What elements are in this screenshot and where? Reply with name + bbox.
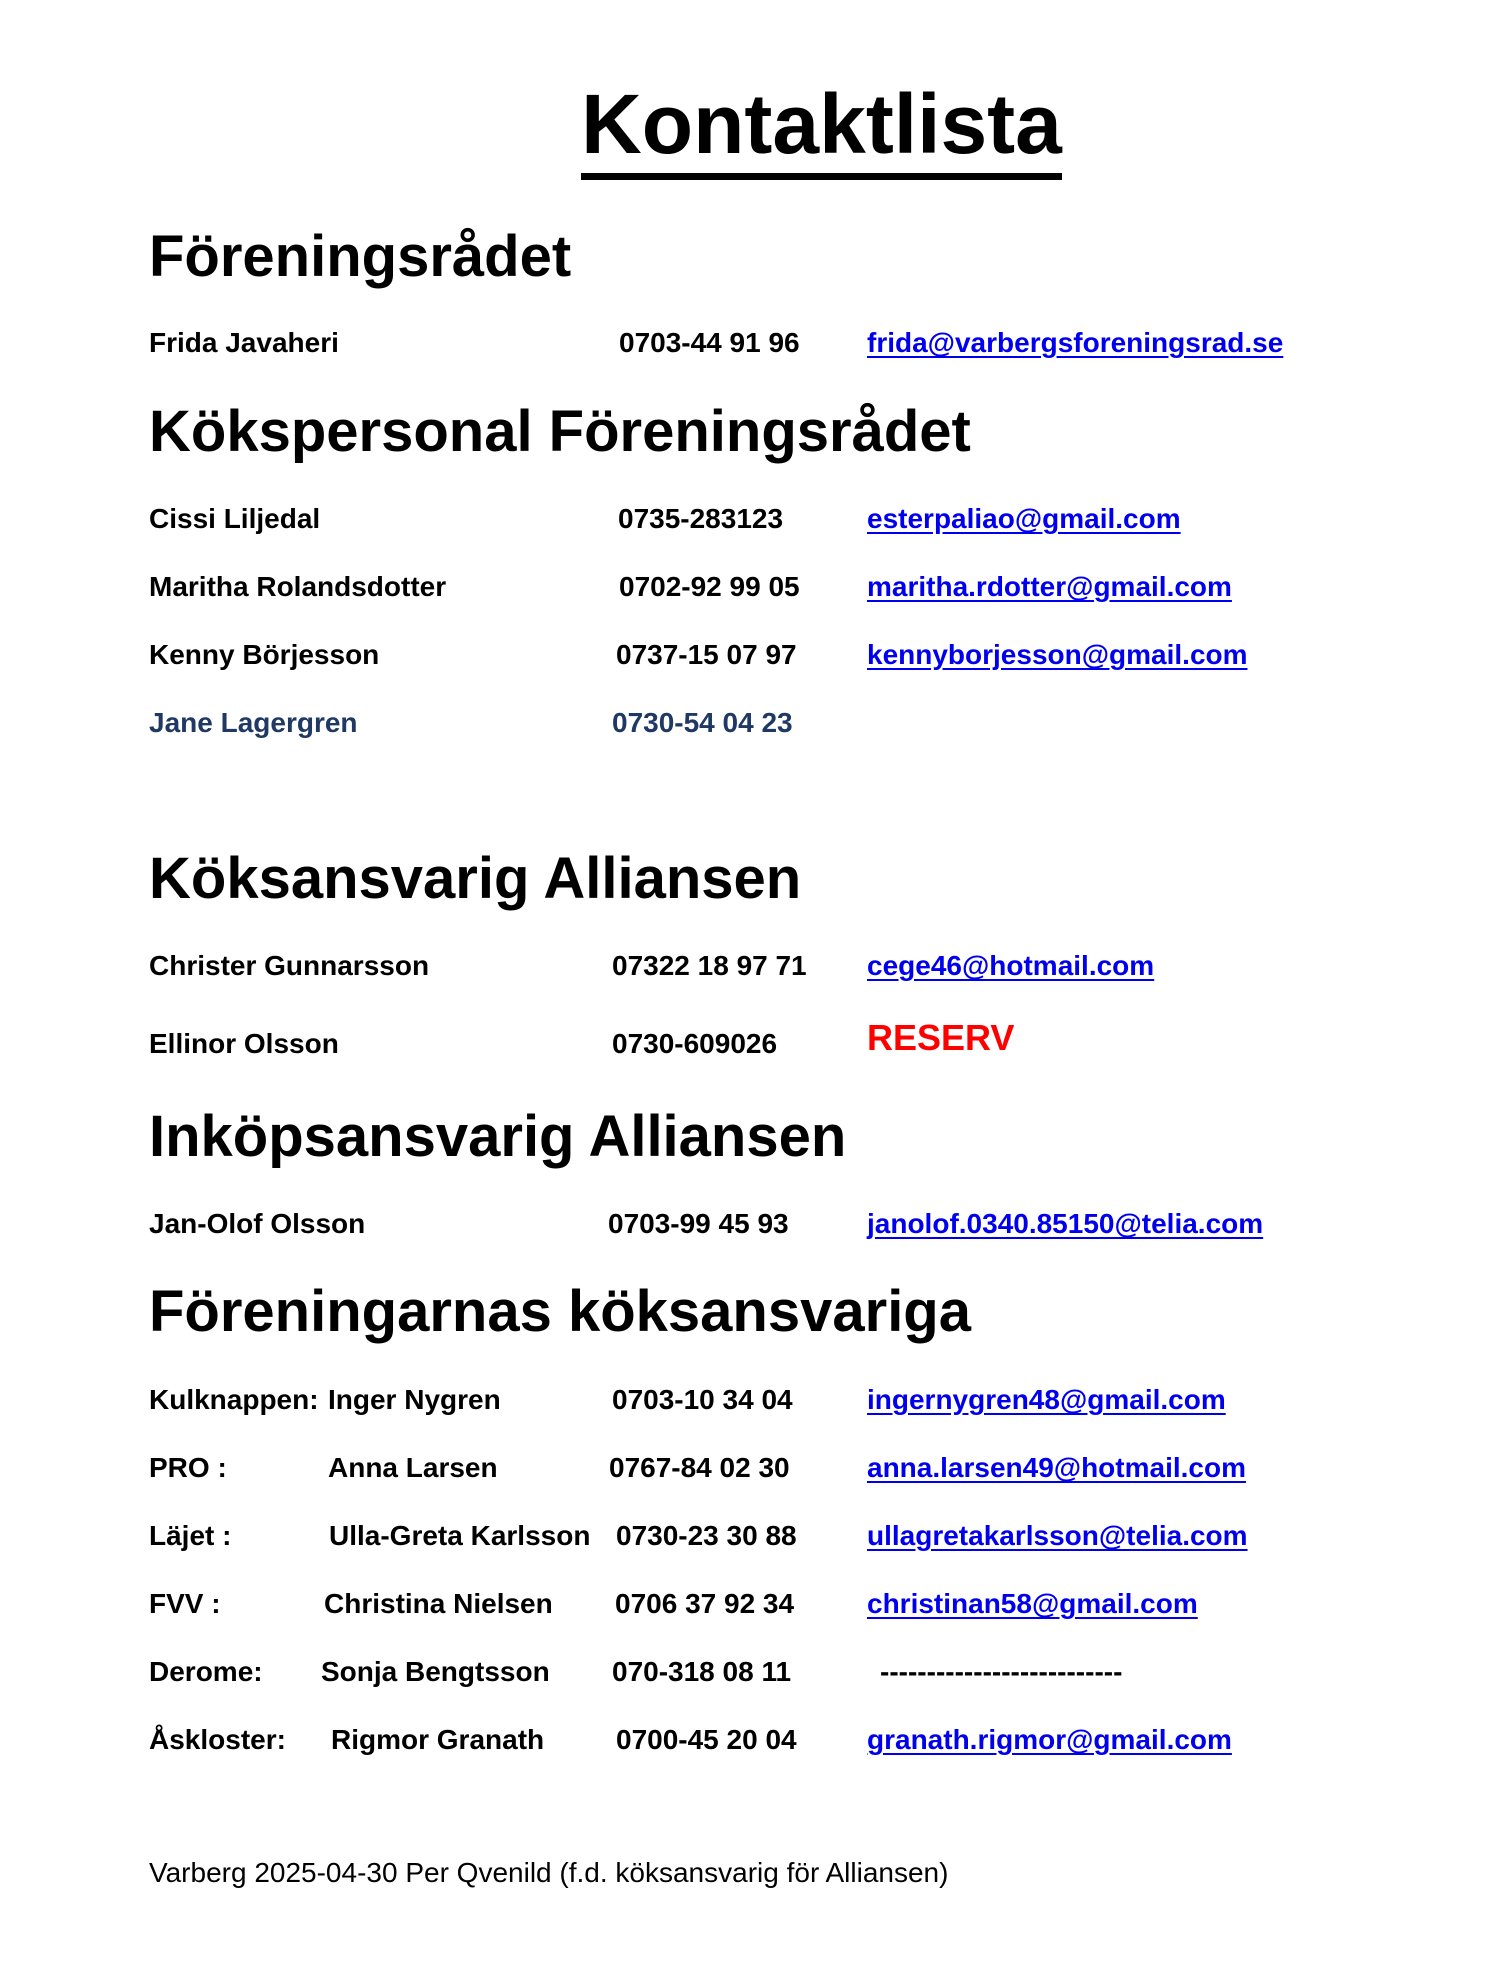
- contact-name: Anna Larsen: [328, 1452, 498, 1483]
- contact-phone: 0700-45 20 04: [616, 1724, 797, 1755]
- contact-phone: 070-318 08 11: [612, 1656, 792, 1687]
- reserv-label: RESERV: [867, 1017, 1015, 1058]
- contact-name: Maritha Rolandsdotter: [149, 571, 447, 602]
- contact-org: Åskloster:: [149, 1724, 286, 1755]
- contact-name: Kenny Börjesson: [149, 639, 380, 670]
- contact-email-link[interactable]: christinan58@gmail.com: [867, 1588, 1198, 1619]
- contact-name: Jane Lagergren: [149, 707, 358, 738]
- contact-org: Kulknappen:: [149, 1384, 319, 1415]
- contact-name: Jan-Olof Olsson: [149, 1208, 366, 1239]
- contact-phone: 0735-283123: [618, 503, 784, 534]
- contact-phone: 0737-15 07 97: [616, 639, 797, 670]
- section-heading-kokspersonal: Kökspersonal Föreningsrådet: [149, 399, 971, 464]
- contact-email-link[interactable]: cege46@hotmail.com: [867, 950, 1155, 981]
- contact-email-link[interactable]: frida@varbergsforeningsrad.se: [867, 327, 1284, 358]
- contact-email-link[interactable]: kennyborjesson@gmail.com: [867, 639, 1248, 670]
- contact-org: Läjet :: [149, 1520, 232, 1551]
- contact-name: Ulla-Greta Karlsson: [329, 1520, 591, 1551]
- contact-email-link[interactable]: anna.larsen49@hotmail.com: [867, 1452, 1246, 1483]
- contact-org: Derome:: [149, 1656, 263, 1687]
- contact-name: Ellinor Olsson: [149, 1028, 339, 1059]
- contact-name: Inger Nygren: [328, 1384, 501, 1415]
- contact-email-link[interactable]: granath.rigmor@gmail.com: [867, 1724, 1232, 1755]
- section-heading-foreningsradet: Föreningsrådet: [149, 224, 572, 289]
- contact-phone: 0767-84 02 30: [609, 1452, 790, 1483]
- contact-email-link[interactable]: janolof.0340.85150@telia.com: [867, 1208, 1264, 1239]
- contact-row: [0, 1017, 1498, 1064]
- contact-phone: 0703-10 34 04: [612, 1384, 793, 1415]
- contact-row: [0, 1448, 1498, 1488]
- contact-phone: 0703-99 45 93: [608, 1208, 789, 1239]
- page-title: [0, 77, 1498, 171]
- contact-phone: 0706 37 92 34: [615, 1588, 795, 1619]
- contact-phone: 0730-54 04 23: [612, 707, 793, 738]
- page-title-text: Kontaktlista: [581, 77, 1062, 180]
- contact-phone: 0730-23 30 88: [616, 1520, 797, 1551]
- section-heading-foreningarnas: Föreningarnas köksansvariga: [149, 1279, 971, 1344]
- contact-row: [0, 1652, 1498, 1692]
- contact-email-link[interactable]: maritha.rdotter@gmail.com: [867, 571, 1232, 602]
- contact-row: [0, 499, 1498, 539]
- section-heading-inkopsansvarig: Inköpsansvarig Alliansen: [149, 1104, 847, 1169]
- empty-email-placeholder: --------------------------: [880, 1656, 1123, 1687]
- section-heading-koksansvarig: Köksansvarig Alliansen: [149, 846, 802, 911]
- contact-name: Cissi Liljedal: [149, 503, 321, 534]
- contact-row: [0, 1720, 1498, 1760]
- contact-row: [0, 1380, 1498, 1420]
- contact-row: [0, 1516, 1498, 1556]
- contact-phone: 0702-92 99 05: [619, 571, 800, 602]
- contact-email-link[interactable]: esterpaliao@gmail.com: [867, 503, 1181, 534]
- contact-row: [0, 567, 1498, 607]
- contact-row: [0, 1584, 1498, 1624]
- contact-name: Christer Gunnarsson: [149, 950, 430, 981]
- contact-row: [0, 1204, 1498, 1244]
- footer-note: Varberg 2025-04-30 Per Qvenild (f.d. köksansvarig för Alliansen): [149, 1857, 949, 1888]
- contact-name: Frida Javaheri: [149, 327, 339, 358]
- contact-email-link[interactable]: ingernygren48@gmail.com: [867, 1384, 1226, 1415]
- contact-name: Sonja Bengtsson: [321, 1656, 550, 1687]
- contact-name: Rigmor Granath: [331, 1724, 545, 1755]
- contact-email-link[interactable]: ullagretakarlsson@telia.com: [867, 1520, 1248, 1551]
- contact-row: [0, 946, 1498, 986]
- contact-row: [0, 323, 1498, 363]
- contact-org: PRO :: [149, 1452, 227, 1483]
- contact-row: [0, 635, 1498, 675]
- contact-name: Christina Nielsen: [324, 1588, 553, 1619]
- contact-phone: 0703-44 91 96: [619, 327, 800, 358]
- contact-phone: 0730-609026: [612, 1028, 778, 1059]
- contact-org: FVV :: [149, 1588, 221, 1619]
- contact-phone: 07322 18 97 71: [612, 950, 807, 981]
- contact-row: [0, 703, 1498, 743]
